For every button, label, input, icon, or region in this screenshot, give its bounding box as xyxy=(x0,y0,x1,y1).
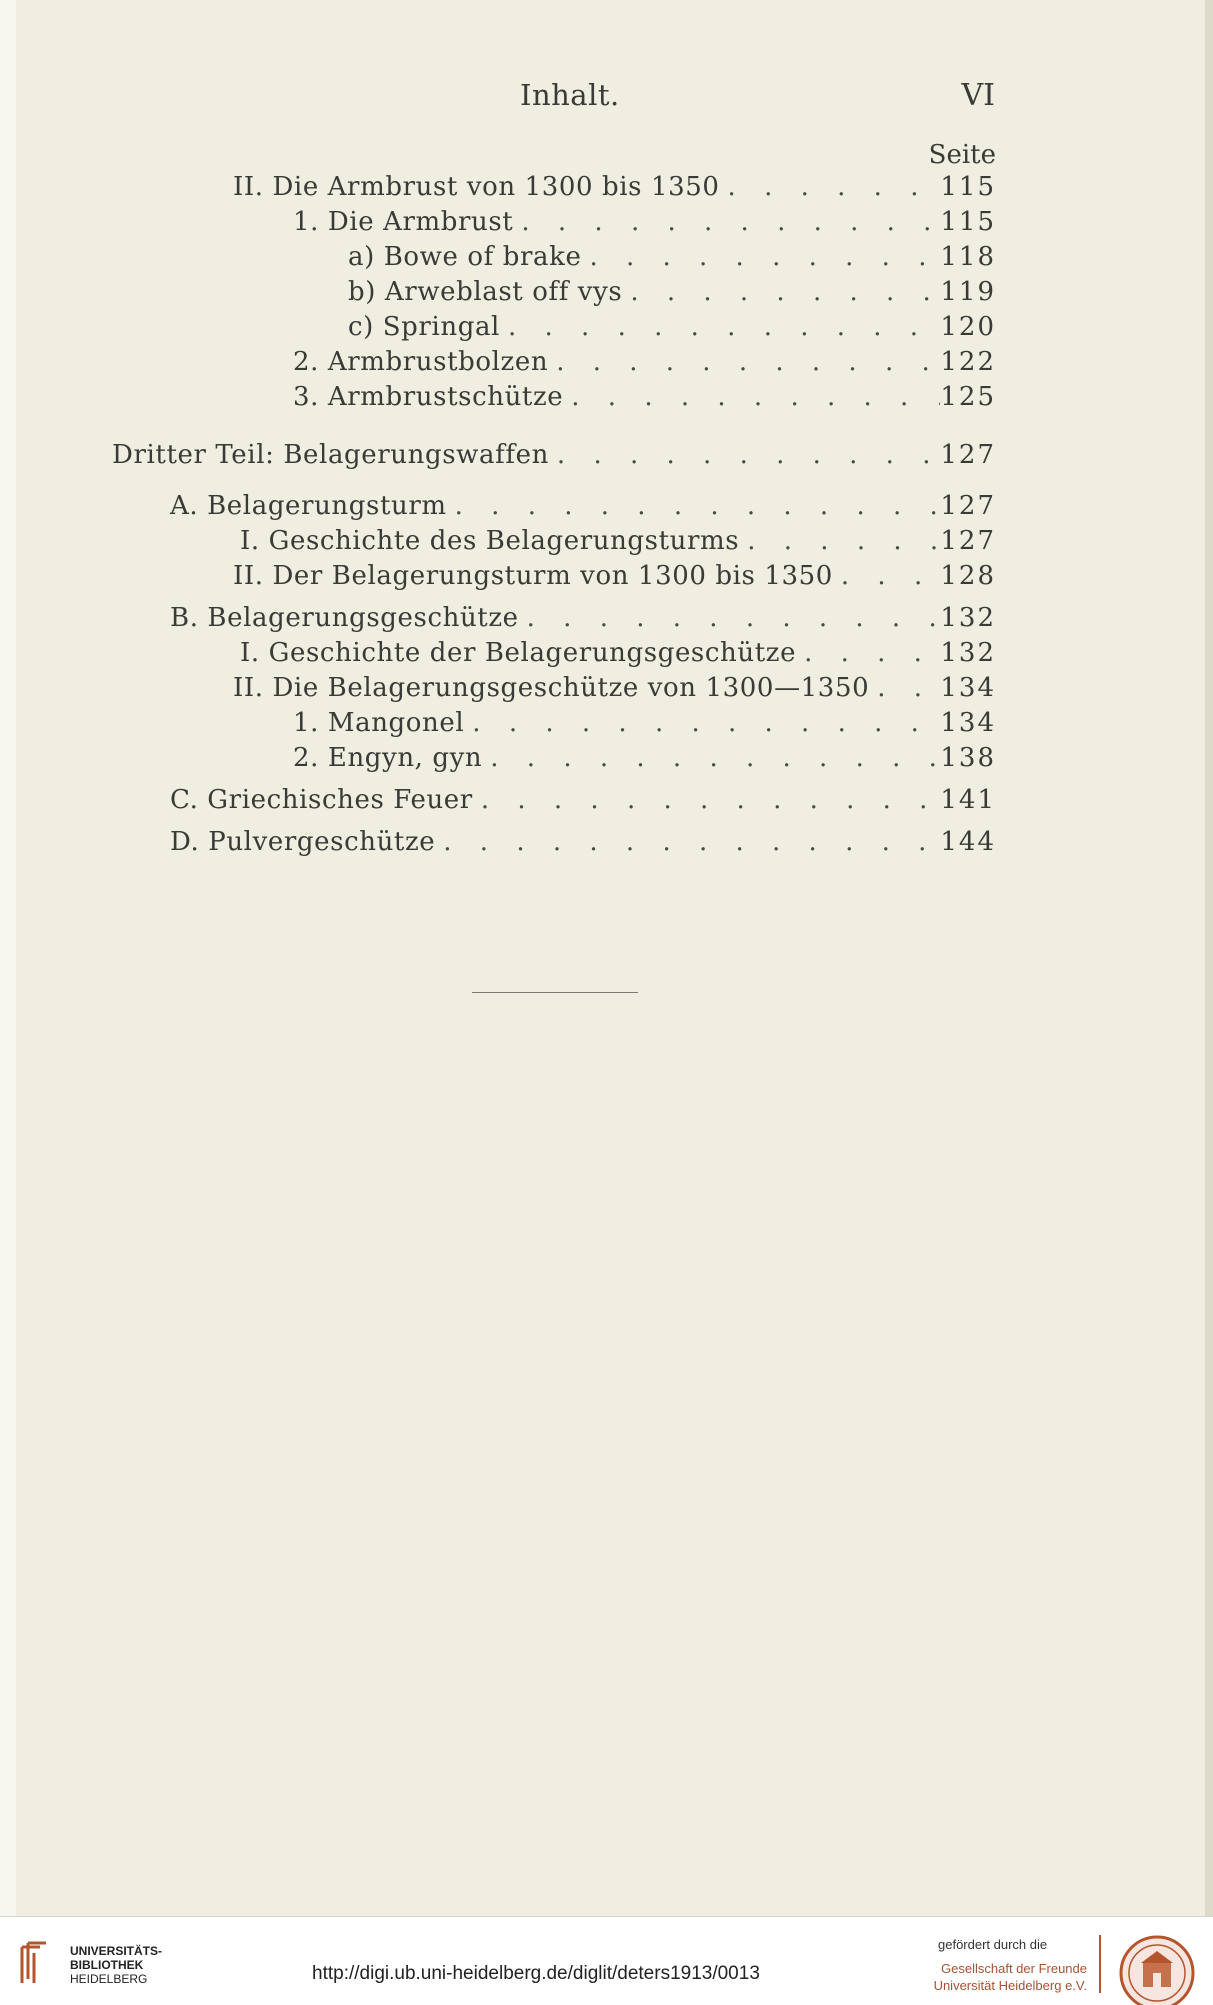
toc-entry xyxy=(233,172,996,204)
toc-entry-label: 3. Armbrustschütze xyxy=(293,382,564,412)
dot-leader xyxy=(747,526,940,556)
funding-society xyxy=(934,1960,1087,1994)
toc-entry-page: 144 xyxy=(940,827,996,857)
toc-entry-page: 141 xyxy=(940,785,996,815)
library-name xyxy=(70,1944,162,1986)
toc-entry xyxy=(240,526,996,558)
toc-entry-page: 134 xyxy=(940,708,996,738)
digitization-footer xyxy=(0,1916,1213,2005)
dot-leader xyxy=(490,743,940,773)
funded-by-text: gefördert durch die xyxy=(938,1937,1048,1952)
toc-entry-label: b) Arweblast off vys xyxy=(348,277,623,307)
toc-entry xyxy=(293,347,996,379)
toc-entry xyxy=(112,440,996,472)
dot-leader xyxy=(728,172,941,202)
toc-entry-page: 127 xyxy=(940,440,996,470)
toc-entry-label: II. Die Armbrust von 1300 bis 1350 xyxy=(233,172,720,202)
toc-entry xyxy=(170,491,996,523)
toc-entry-page: 115 xyxy=(940,172,996,202)
toc-entry-page: 122 xyxy=(940,347,996,377)
dot-leader xyxy=(481,785,941,815)
page-column-label: Seite xyxy=(928,140,996,170)
toc-entry xyxy=(293,207,996,239)
toc-entry-label: I. Geschichte des Belagerungsturms xyxy=(240,526,740,556)
toc-entry-page: 125 xyxy=(940,382,996,412)
dot-leader xyxy=(508,312,940,342)
toc-entry xyxy=(170,827,996,859)
toc-entry-label: 1. Mangonel xyxy=(293,708,465,738)
toc-entry-page: 115 xyxy=(940,207,996,237)
toc-entry xyxy=(233,673,996,705)
toc-entry xyxy=(240,638,996,670)
dot-leader xyxy=(455,491,941,521)
toc-entry-page: 132 xyxy=(940,603,996,633)
toc-entry-page: 118 xyxy=(940,242,996,272)
toc-entry-page: 128 xyxy=(940,561,996,591)
toc-entry-page: 127 xyxy=(940,491,996,521)
library-name-line: HEIDELBERG xyxy=(70,1972,148,1986)
dot-leader xyxy=(571,382,940,412)
toc-entry-page: 127 xyxy=(940,526,996,556)
page-right-edge xyxy=(1205,0,1213,1916)
footer-divider xyxy=(1099,1935,1101,1993)
toc-entry xyxy=(170,785,996,817)
dot-leader xyxy=(472,708,940,738)
toc-entry-label: II. Die Belagerungsgeschütze von 1300—1350 xyxy=(233,673,870,703)
dot-leader xyxy=(630,277,940,307)
toc-entry-page: 138 xyxy=(940,743,996,773)
toc-entry-page: 120 xyxy=(940,312,996,342)
toc-entry-label: C. Griechisches Feuer xyxy=(170,785,473,815)
toc-entry-label: A. Belagerungsturm xyxy=(170,491,447,521)
dot-leader xyxy=(527,603,941,633)
library-name-line: BIBLIOTHEK xyxy=(70,1958,144,1972)
running-head-title: Inhalt. xyxy=(520,78,620,112)
funding-society-line: Gesellschaft der Freunde xyxy=(941,1961,1087,1976)
toc-entry-label: 2. Engyn, gyn xyxy=(293,743,483,773)
library-name-line: UNIVERSITÄTS- xyxy=(70,1944,163,1958)
dot-leader xyxy=(589,242,940,272)
library-logo-icon xyxy=(12,1939,52,1987)
dot-leader xyxy=(556,347,940,377)
toc-entry-label: B. Belagerungsgeschütze xyxy=(170,603,519,633)
dot-leader xyxy=(557,440,940,470)
toc-entry-label: II. Der Belagerungsturm von 1300 bis 1350 xyxy=(233,561,833,591)
toc-entry-page: 134 xyxy=(940,673,996,703)
source-url-link[interactable]: http://digi.ub.uni-heidelberg.de/diglit/deters1913/0013 xyxy=(312,1963,760,1984)
toc-entry-label: I. Geschichte der Belagerungsgeschütze xyxy=(240,638,797,668)
funding-society-line: Universität Heidelberg e.V. xyxy=(933,1978,1087,1993)
dot-leader xyxy=(841,561,940,591)
toc-entry-label: Dritter Teil: Belagerungswaffen xyxy=(112,440,549,470)
toc-entry-page: 132 xyxy=(940,638,996,668)
toc-entry xyxy=(293,382,996,414)
end-rule xyxy=(472,992,638,993)
dot-leader xyxy=(521,207,940,237)
toc-entry xyxy=(348,312,996,344)
university-seal-icon xyxy=(1117,1933,1197,2005)
toc-entry-label: c) Springal xyxy=(348,312,500,342)
dot-leader xyxy=(443,827,940,857)
page-number: VI xyxy=(961,78,995,113)
toc-entry xyxy=(348,242,996,274)
toc-entry xyxy=(170,603,996,635)
toc-entry xyxy=(233,561,996,593)
dot-leader xyxy=(877,673,940,703)
toc-entry-label: D. Pulvergeschütze xyxy=(170,827,436,857)
toc-entry-label: 1. Die Armbrust xyxy=(293,207,514,237)
dot-leader xyxy=(804,638,940,668)
toc-entry xyxy=(348,277,996,309)
toc-entry xyxy=(293,708,996,740)
toc-entry-page: 119 xyxy=(940,277,996,307)
toc-entry-label: 2. Armbrustbolzen xyxy=(293,347,549,377)
toc-entry-label: a) Bowe of brake xyxy=(348,242,582,272)
toc-entry xyxy=(293,743,996,775)
page-left-edge xyxy=(0,0,16,1916)
